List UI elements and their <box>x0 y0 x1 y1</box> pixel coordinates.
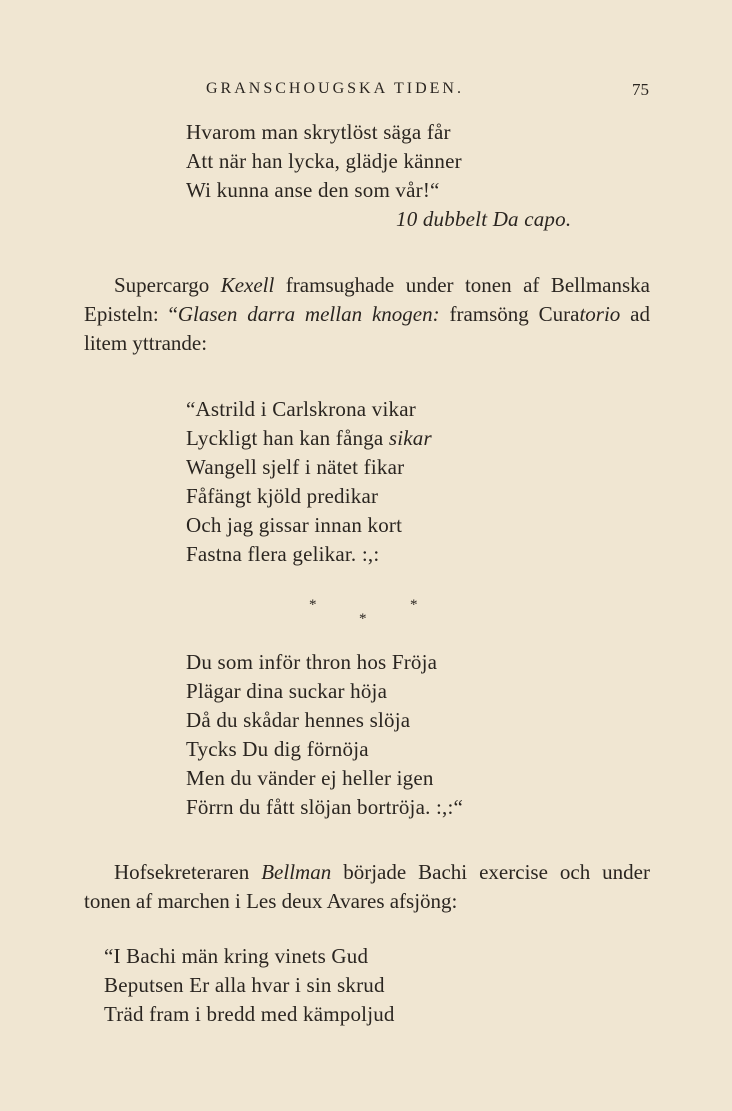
verse-line: Wangell sjelf i nätet fikar <box>186 455 405 479</box>
separator-star: * <box>410 597 418 613</box>
para-italic-name: Kexell <box>220 273 275 297</box>
verse-line: Wi kunna anse den som vår!“ <box>186 178 440 202</box>
verse-line: Träd fram i bredd med kämpoljud <box>104 1002 395 1026</box>
stanza-2 <box>186 395 432 569</box>
verse-line: Förrn du fått slöjan bortröja. :,:“ <box>186 795 464 819</box>
para-text: började Bachi exercise och under tonen af marchen i Les deux Avares afsjöng: <box>84 860 650 913</box>
stanza-1 <box>186 118 462 205</box>
verse-line: “I Bachi män kring vinets Gud <box>104 944 369 968</box>
verse-line: Fåfängt kjöld predikar <box>186 484 379 508</box>
paragraph-bellman <box>84 858 650 916</box>
verse-line: Hvarom man skrytlöst säga får <box>186 120 451 144</box>
verse-line: Då du skådar hennes slöja <box>186 708 411 732</box>
para-text: ad litem yttrande: <box>84 302 650 355</box>
paragraph-kexell <box>84 271 650 358</box>
para-text: framsöng Cura <box>439 302 580 326</box>
verse-italic: sikar <box>388 426 432 450</box>
verse-line <box>186 424 432 453</box>
para-text: framsughade under tonen af Bellmanska Episteln: “ <box>84 273 650 326</box>
verse-line: Men du vänder ej heller igen <box>186 766 434 790</box>
para-italic-fragment: torio <box>579 302 621 326</box>
verse-line: “Astrild i Carlskrona vikar <box>186 397 416 421</box>
stanza-3 <box>186 648 463 822</box>
separator-star: * <box>309 597 317 613</box>
dacapo-text: 10 dubbelt Da capo. <box>396 207 572 231</box>
verse-line: Fastna flera gelikar. :,: <box>186 542 380 566</box>
verse-line: Du som inför thron hos Fröja <box>186 650 438 674</box>
verse-line: Plägar dina suckar höja <box>186 679 388 703</box>
verse-text: Lyckligt han kan fånga <box>186 426 389 450</box>
verse-line: Beputsen Er alla hvar i sin skrud <box>104 973 385 997</box>
page-number: 75 <box>632 80 649 99</box>
separator-star: * <box>359 611 367 627</box>
dacapo-note <box>396 205 571 234</box>
running-header: GRANSCHOUGSKA TIDEN. <box>206 80 464 97</box>
verse-line: Tycks Du dig förnöja <box>186 737 369 761</box>
para-italic-name: Bellman <box>261 860 332 884</box>
para-text: Hofsekreteraren <box>114 860 262 884</box>
stanza-4 <box>104 942 395 1029</box>
verse-line: Och jag gissar innan kort <box>186 513 403 537</box>
verse-line: Att när han lycka, glädje känner <box>186 149 462 173</box>
para-text: Supercargo <box>114 273 221 297</box>
para-italic-title: Glasen darra mellan knogen: <box>177 302 440 326</box>
